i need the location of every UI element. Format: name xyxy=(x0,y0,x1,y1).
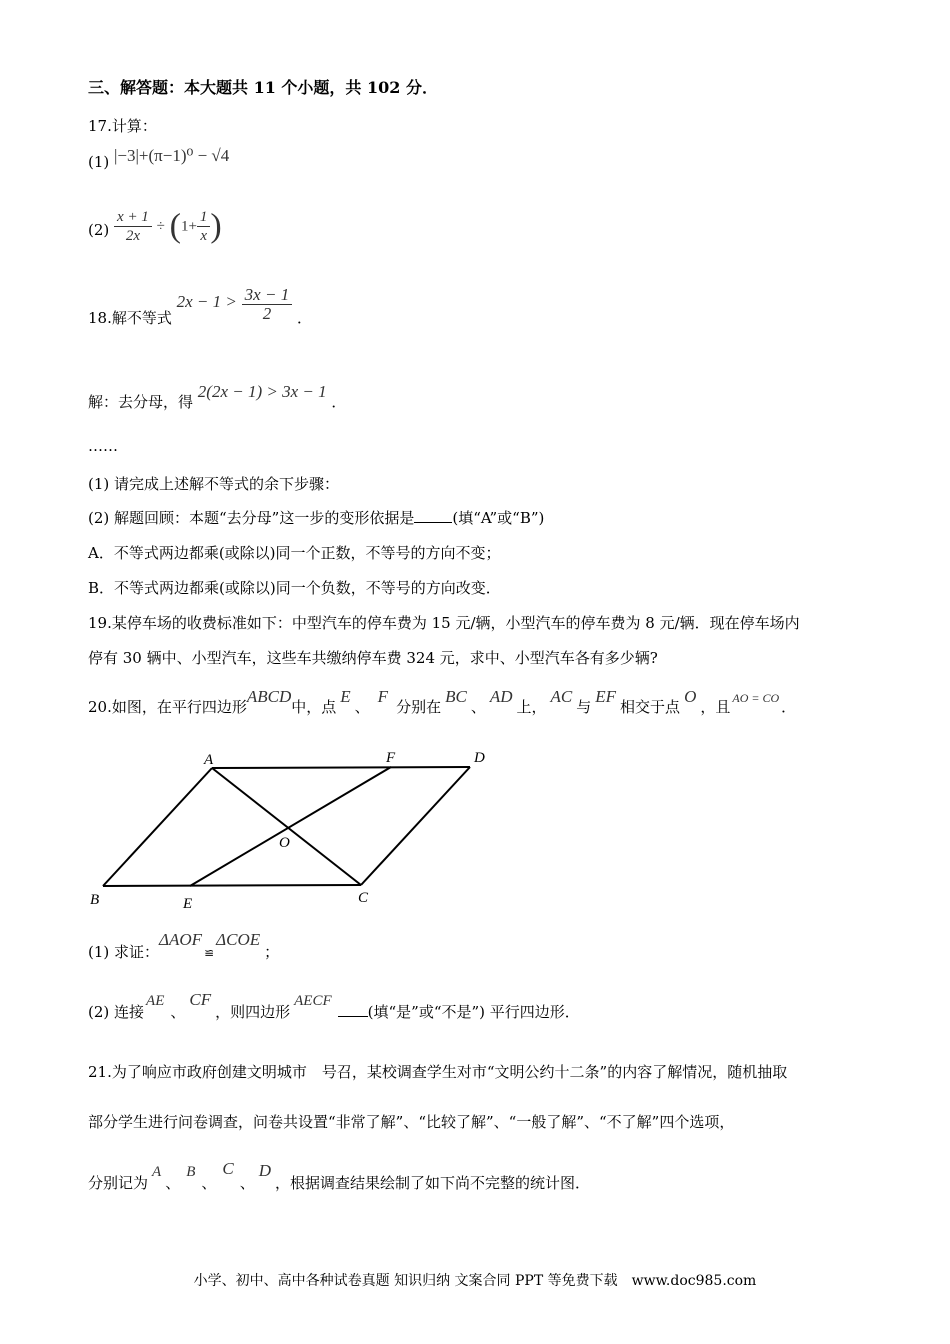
q20-text: ． xyxy=(781,698,797,716)
q18-rhs-fraction xyxy=(242,286,293,323)
math-e: E xyxy=(340,687,351,706)
math-ac: AC xyxy=(550,687,573,706)
label-o: O xyxy=(279,835,290,851)
math-c: C xyxy=(222,1159,234,1178)
q20-text: 上， xyxy=(516,698,547,716)
side-ad xyxy=(212,767,470,768)
q18-end: ． xyxy=(296,308,312,327)
q18-lhs: 2x − 1 > xyxy=(176,291,237,311)
q18-part2-text: (2) 解题回顾：本题“去分母”这一步的变形依据是 xyxy=(88,509,415,527)
label-e: E xyxy=(183,896,193,912)
q20-text: 相交于点 xyxy=(620,698,681,716)
q20-text: 20.如图，在平行四边形 xyxy=(88,698,247,716)
segment-ef xyxy=(190,767,391,886)
q21-text: ，根据调查结果绘制了如下尚不完整的统计图． xyxy=(275,1174,591,1192)
divide-sign: ÷ xyxy=(156,218,165,235)
q18-option-b: B．不等式两边都乘(或除以)同一个负数，不等号的方向改变． xyxy=(88,579,501,597)
q18-solution xyxy=(88,382,347,411)
math-cf: CF xyxy=(189,990,212,1009)
math-ad: AD xyxy=(489,687,513,706)
q20-part2-text: (2) 连接 xyxy=(88,1003,145,1021)
q20-part1-end: ； xyxy=(264,943,280,961)
fraction-numerator: x + 1 xyxy=(114,208,152,227)
q17-part2-label: (2) xyxy=(88,220,110,239)
q19-line2: 停有 30 辆中、小型汽车，这些车共缴纳停车费 324 元，求中、小型汽车各有多少辆? xyxy=(88,649,658,667)
math-bc: BC xyxy=(445,687,467,706)
math-a: A xyxy=(152,1164,162,1180)
math-coe: ΔCOE xyxy=(216,930,261,949)
q18-part2 xyxy=(88,508,544,528)
q20-text: ，且 xyxy=(700,698,731,716)
side-bc xyxy=(103,885,361,886)
label-a: A xyxy=(204,752,214,768)
q17-part2 xyxy=(88,208,222,258)
q20-text: 分别在 xyxy=(396,698,442,716)
label-d: D xyxy=(474,750,485,766)
label-f: F xyxy=(386,750,396,766)
q18-stem xyxy=(88,285,312,340)
math-ao-co: AO = CO xyxy=(732,691,780,705)
q18-solution-prefix: 解：去分母，得 xyxy=(88,393,194,411)
math-ae: AE xyxy=(146,993,165,1009)
inner-fraction xyxy=(197,208,211,245)
q18-part1: (1) 请完成上述解不等式的余下步骤： xyxy=(88,475,340,493)
page-footer: 小学、初中、高中各种试卷真题 知识归纳 文案合同 PPT 等免费下载 www.doc985.com xyxy=(193,1273,757,1289)
one-plus: 1+ xyxy=(180,218,197,235)
q17-part1 xyxy=(88,146,230,172)
side-ab xyxy=(103,768,212,886)
q20-text: 与 xyxy=(576,698,592,716)
q20-text: 、 xyxy=(354,698,370,716)
math-abcd: ABCD xyxy=(246,687,292,706)
q17-part1-expr: |−3|+(π−1)⁰ − √4 xyxy=(114,146,230,165)
q18-solution-expr: 2(2x − 1) > 3x − 1 xyxy=(197,382,327,401)
q21-line2: 部分学生进行问卷调查，问卷共设置“非常了解”、“比较了解”、“一般了解”、“不了解”四个选项， xyxy=(88,1113,735,1131)
parallelogram-figure xyxy=(80,740,520,915)
q17-stem: 17.计算： xyxy=(88,117,157,135)
q20-part1-label: (1) 求证： xyxy=(88,943,160,961)
q20-part1 xyxy=(88,930,280,963)
section-title: 三、解答题：本大题共 11 个小题，共 102 分． xyxy=(88,78,438,97)
math-o: O xyxy=(684,687,697,706)
fraction-denominator: 2 xyxy=(262,304,272,323)
q20-stem xyxy=(88,687,797,718)
q21-line1: 21.为了响应市政府创建文明城市 号召，某校调查学生对市“文明公约十二条”的内容了解情况，随机抽取 xyxy=(88,1063,788,1081)
q21-text: 分别记为 xyxy=(88,1174,149,1192)
q18-option-a: A．不等式两边都乘(或除以)同一个正数，不等号的方向不变； xyxy=(88,544,501,562)
math-aecf: AECF xyxy=(294,993,332,1009)
q21-sep: 、 xyxy=(201,1174,217,1192)
q20-text: 中，点 xyxy=(291,698,337,716)
q21-sep: 、 xyxy=(165,1174,181,1192)
inner-numerator: 1 xyxy=(197,208,211,227)
ellipsis: …… xyxy=(88,437,118,455)
q21-sep: 、 xyxy=(239,1174,255,1192)
congruent-sign: ≌ xyxy=(204,946,215,960)
label-b: B xyxy=(90,892,100,908)
q18-part2-hint: (填“A”或“B”) xyxy=(452,509,545,527)
math-aof: ΔAOF xyxy=(159,930,203,949)
label-c: C xyxy=(358,890,369,906)
q17-part2-fraction xyxy=(114,208,152,245)
q20-part2 xyxy=(88,990,580,1023)
q19-line1: 19.某停车场的收费标准如下：中型汽车的停车费为 15 元/辆，小型汽车的停车费为 8 元/辆．现在停车场内 xyxy=(88,614,800,632)
q18-solution-end: ． xyxy=(331,393,347,411)
fraction-denominator: 2x xyxy=(125,228,140,244)
right-paren: ) xyxy=(210,207,222,245)
answer-blank xyxy=(338,1002,368,1017)
q20-part2-sep: 、 xyxy=(170,1003,186,1021)
q17-part1-label: (1) xyxy=(88,153,110,171)
q20-part2-hint: (填“是”或“不是”) 平行四边形． xyxy=(367,1003,580,1021)
q21-line3 xyxy=(88,1159,591,1194)
math-d: D xyxy=(258,1161,272,1180)
fraction-numerator: 3x − 1 xyxy=(242,286,293,305)
q18-stem-text: 18.解不等式 xyxy=(88,308,172,327)
side-dc xyxy=(361,767,470,885)
answer-blank xyxy=(414,508,452,523)
q20-text: 、 xyxy=(470,698,486,716)
q20-part2-text: ，则四边形 xyxy=(215,1003,291,1021)
diagonal-ac xyxy=(212,768,361,885)
left-paren: ( xyxy=(169,207,181,245)
math-b: B xyxy=(186,1164,196,1180)
math-ef: EF xyxy=(595,687,617,706)
math-f: F xyxy=(377,687,389,706)
inner-denominator: x xyxy=(200,228,207,244)
